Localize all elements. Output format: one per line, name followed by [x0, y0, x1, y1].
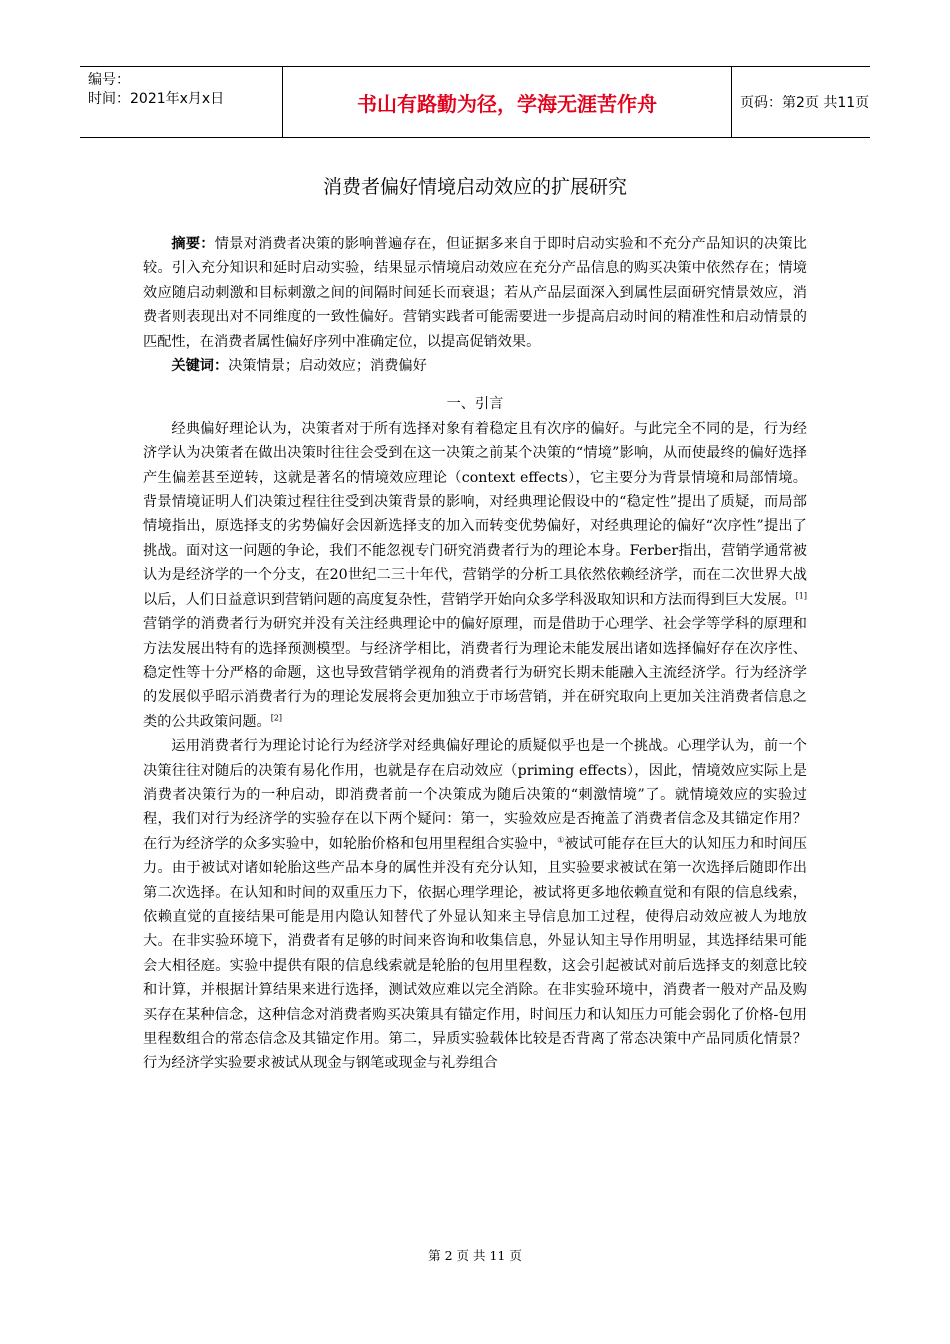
paragraph-text: 经典偏好理论认为，决策者对于所有选择对象有着稳定且有次序的偏好。与此完全不同的是，行为经济学认为决策者在做出决策时往往会受到在这一决策之前某个决策的“情境”影响，从而使最终的偏好选择产生偏差甚至逆转，这就是著名的情境效应理论（context effects），它主要分为背景情境和局部情境。背景情境证明人们决策过程往往受到决策背景的影响，对经典理论假设中的“稳定性”提出了质疑，而局部情境指出，原选择支的劣势偏好会因新选择支的加入而转变优势偏好，对经典理论的偏好“次序性”提出了挑战。面对这一问题的争论，我们不能忽视专门研究消费者行为的理论本身。Ferber指出，营销学通常被认为是经济学的一个分支，在20世纪二三十年代，营销学的分析工具依然依赖经济学，而在二次世界大战以后，人们日益意识到营销问题的高度复杂性，营销学开始向众多学科汲取知识和方法而得到巨大发展。 — [143, 420, 807, 608]
header-page-info: 页码：第2页 共11页 — [740, 95, 870, 111]
paragraph-text: 营销学的消费者行为研究并没有关注经典理论中的偏好原理，而是借助于心理学、社会学等学科的原理和方法发展出特有的选择预测模型。与经济学相比，消费者行为理论未能发展出诸如选择偏好存在次序性、稳定性等十分严格的命题，这也导致营销学视角的消费者行为研究长期未能融入主流经济学。行为经济学的发展似乎昭示消费者行为的理论发展将会更加独立于市场营销，并在研究取向上更加关注消费者信息之类的公共政策问题。 — [143, 616, 807, 730]
header-slogan: 书山有路勤为径，学海无涯苦作舟 — [357, 91, 657, 116]
body-paragraph — [143, 417, 807, 734]
document-title: 消费者偏好情境启动效应的扩展研究 — [322, 176, 627, 198]
section-heading: 一、引言 — [446, 396, 504, 413]
document-body — [143, 232, 807, 1076]
header-meta — [88, 71, 278, 109]
citation-ref: [2] — [270, 712, 283, 722]
abstract-label: 摘要： — [171, 236, 215, 252]
body-paragraph — [143, 734, 807, 1076]
keywords-text: 决策情景；启动效应；消费偏好 — [228, 358, 427, 375]
abstract-paragraph — [143, 232, 807, 354]
header-slogan-cell — [282, 67, 732, 137]
document-number-label: 编号： — [88, 72, 130, 88]
page-footer: 第 2 页 共 11 页 — [428, 1248, 522, 1263]
keywords-label: 关键词： — [171, 358, 229, 375]
keywords-paragraph — [143, 354, 807, 378]
document-date: 时间：2021年x月x日 — [88, 91, 225, 107]
paragraph-text: 运用消费者行为理论讨论行为经济学对经典偏好理论的质疑似乎也是一个挑战。心理学认为，前一个决策往往对随后的决策有易化作用，也就是存在启动效应（priming effects），因此，情境效应实际上是消费者决策行为的一种启动，即消费者前一个决策成为随后决策的“刺激情境”了。就情境效应的实验过程，我们对行为经济学的实验存在以下两个疑问：第一，实验效应是否掩盖了消费者信念及其锚定作用？在行为经济学的众多实验中，如轮胎价格和包用里程组合实验中， — [143, 738, 807, 852]
footnote-ref: ① — [557, 835, 565, 845]
abstract-text: 情景对消费者决策的影响普遍存在，但证据多来自于即时启动实验和不充分产品知识的决策比较。引入充分知识和延时启动实验，结果显示情境启动效应在充分产品信息的购买决策中依然存在；情境效应随启动刺激和目标刺激之间的间隔时间延长而衰退；若从产品层面深入到属性层面研究情景效应，消费者则表现出对不同维度的一致性偏好。营销实践者可能需要进一步提高启动时间的精准性和启动情景的匹配性，在消费者属性偏好序列中准确定位，以提高促销效果。 — [143, 236, 807, 350]
paragraph-text: 被试可能存在巨大的认知压力和时间压力。由于被试对诸如轮胎这些产品本身的属性并没有充分认知，且实验要求被试在第一次选择后随即作出第二次选择。在认知和时间的双重压力下，依据心理学理论，被试将更多地依赖直觉和有限的信息线索，依赖直觉的直接结果可能是用内隐认知替代了外显认知来主导信息加工过程，使得启动效应被人为地放大。在非实验环境下，消费者有足够的时间来咨询和收集信息，外显认知主导作用明显，其选择结果可能会大相径庭。实验中提供有限的信息线索就是轮胎的包用里程数，这会引起被试对前后选择支的刻意比较和计算，并根据计算结果来进行选择，测试效应难以完全消除。在非实验环境中，消费者一般对产品及购买存在某种信念，这种信念对消费者购买决策具有锚定作用，时间压力和认知压力可能会弱化了价格-包用里程数组合的常态信念及其锚定作用。第二，异质实验载体比较是否背离了常态决策中产品同质化情景？行为经济学实验要求被试从现金与钢笔或现金与礼券组合 — [143, 835, 807, 1072]
citation-ref: [1] — [795, 590, 807, 600]
page-header — [80, 66, 870, 138]
